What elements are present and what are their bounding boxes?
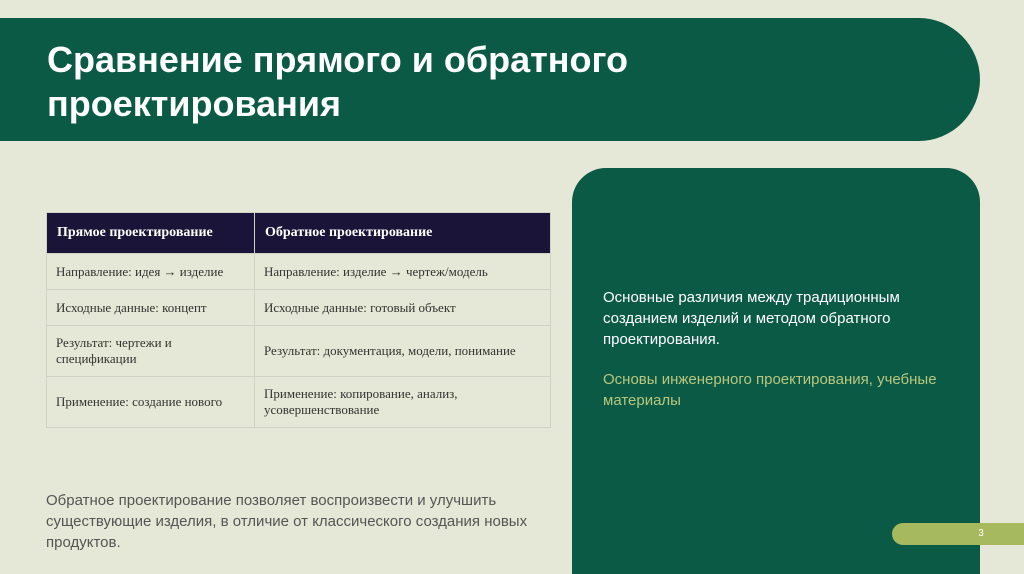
table-header-row [47, 213, 551, 254]
title-band [0, 18, 980, 141]
panel-description: Основные различия между традиционным созданием изделий и методом обратного проектирования. [603, 289, 900, 348]
table-cell: Результат: чертежи и спецификации [47, 326, 255, 377]
table-cell: Исходные данные: концепт [47, 290, 255, 326]
table-cell: Результат: документация, модели, понимание [255, 326, 551, 377]
header-reverse-design: Обратное проектирование [255, 213, 551, 254]
page-number: 3 [978, 528, 984, 539]
table-row [47, 377, 551, 428]
table-cell: Исходные данные: готовый объект [255, 290, 551, 326]
info-panel [572, 168, 980, 574]
summary-note: Обратное проектирование позволяет воспроизвести и улучшить существующие изделия, в отличие от классического создания новых продуктов. [46, 492, 528, 551]
table-cell: Направление: идея → изделие [47, 254, 255, 290]
table-row [47, 290, 551, 326]
panel-source: Основы инженерного проектирования, учебные материалы [603, 371, 937, 409]
table-cell: Направление: изделие → чертеж/модель [255, 254, 551, 290]
comparison-table [46, 212, 551, 428]
table-cell: Применение: копирование, анализ, усовершенствование [255, 377, 551, 428]
table-cell: Применение: создание нового [47, 377, 255, 428]
table-row [47, 254, 551, 290]
header-direct-design: Прямое проектирование [47, 213, 255, 254]
page-number-pill [892, 523, 1024, 545]
slide-title: Сравнение прямого и обратного проектирования [47, 39, 628, 124]
table-row [47, 326, 551, 377]
